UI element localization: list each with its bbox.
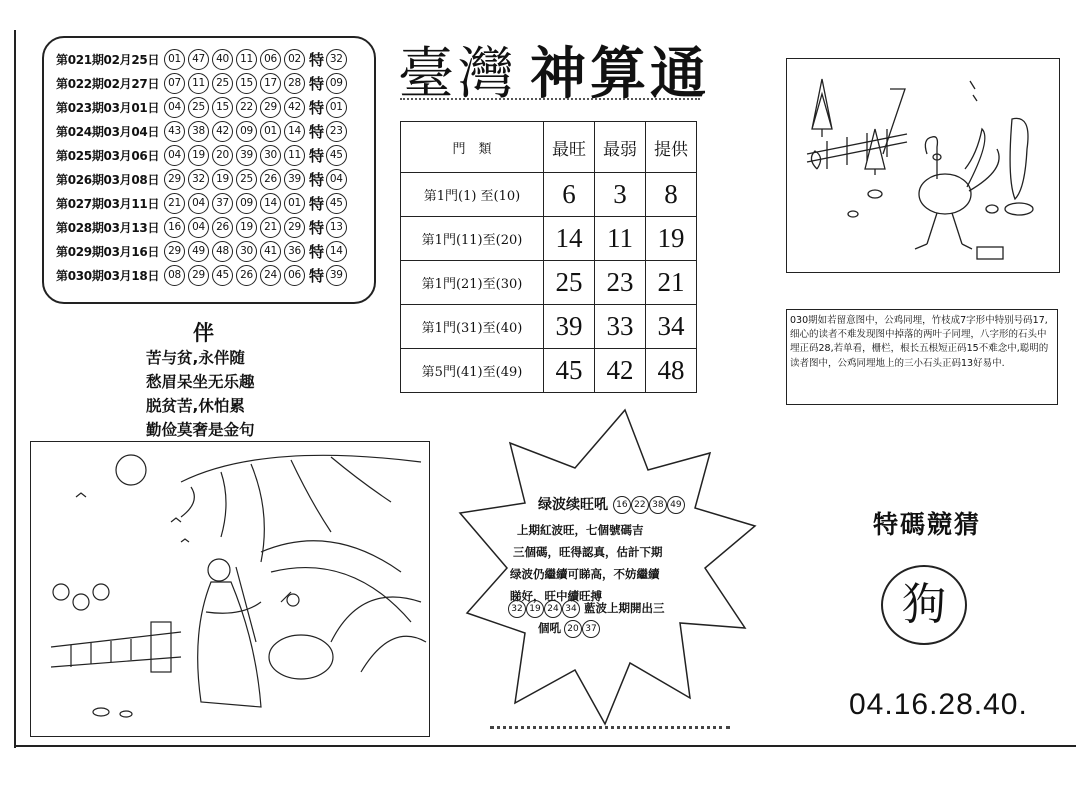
star-ball: 20 — [564, 620, 582, 638]
number-ball: 11 — [236, 49, 257, 70]
star-end-row — [538, 620, 600, 638]
poem-line: 苦与贫,永伴随 — [146, 349, 245, 367]
number-ball: 29 — [164, 169, 185, 190]
star-ball: 38 — [649, 496, 667, 514]
number-ball: 16 — [164, 217, 185, 238]
history-label: 第024期03月04日 — [56, 125, 160, 139]
table-value: 21 — [646, 261, 697, 305]
table-value: 11 — [595, 217, 646, 261]
history-label: 第027期03月11日 — [56, 197, 160, 211]
number-ball: 26 — [236, 265, 257, 286]
table-row — [401, 349, 697, 393]
title-part2: 神算通 — [530, 41, 710, 107]
number-ball: 26 — [260, 169, 281, 190]
number-ball: 11 — [188, 73, 209, 94]
number-ball: 11 — [284, 145, 305, 166]
number-ball: 29 — [284, 217, 305, 238]
lady-illustration — [30, 441, 430, 737]
table-value: 45 — [544, 349, 595, 393]
star-ball: 16 — [613, 496, 631, 514]
number-ball: 37 — [212, 193, 233, 214]
lady-drawing — [31, 442, 429, 736]
history-label: 第025期03月06日 — [56, 149, 160, 163]
number-ball: 14 — [284, 121, 305, 142]
history-label: 第022期02月27日 — [56, 77, 160, 91]
table-header: 提供 — [646, 122, 697, 173]
history-label: 第030期03月18日 — [56, 269, 160, 283]
number-ball: 25 — [188, 97, 209, 118]
category-table — [400, 121, 697, 393]
table-row — [401, 305, 697, 349]
history-row — [56, 216, 350, 239]
number-ball: 04 — [188, 193, 209, 214]
table-value: 3 — [595, 173, 646, 217]
poem-title: 伴 — [193, 320, 214, 345]
special-mark: 特 — [309, 51, 324, 69]
table-value: 14 — [544, 217, 595, 261]
number-ball: 29 — [260, 97, 281, 118]
star-title-row — [538, 494, 685, 514]
star-end-prefix: 個吼 — [538, 621, 561, 635]
number-ball: 25 — [212, 73, 233, 94]
star-blue-text: 藍波上期開出三 — [584, 601, 665, 615]
special-ball: 23 — [326, 121, 347, 142]
special-mark: 特 — [309, 123, 324, 141]
special-mark: 特 — [309, 243, 324, 261]
table-category: 第1門(31)至(40) — [401, 305, 544, 349]
special-ball: 01 — [326, 97, 347, 118]
number-ball: 40 — [212, 49, 233, 70]
star-ball: 22 — [631, 496, 649, 514]
number-ball: 41 — [260, 241, 281, 262]
number-ball: 20 — [212, 145, 233, 166]
special-mark: 特 — [309, 171, 324, 189]
number-ball: 21 — [164, 193, 185, 214]
table-value: 25 — [544, 261, 595, 305]
number-ball: 19 — [212, 169, 233, 190]
star-line: 三個碼，旺得認真，估計下期 — [513, 545, 663, 559]
table-value: 48 — [646, 349, 697, 393]
number-ball: 39 — [236, 145, 257, 166]
star-ball: 19 — [526, 600, 544, 618]
table-category: 第1門(21)至(30) — [401, 261, 544, 305]
number-ball: 04 — [188, 217, 209, 238]
frame-left-line — [14, 30, 16, 748]
number-ball: 39 — [284, 169, 305, 190]
number-ball: 09 — [236, 193, 257, 214]
star-line: 上期紅波旺，七個號碼吉 — [517, 523, 644, 537]
star-ball: 49 — [667, 496, 685, 514]
special-ball: 09 — [326, 73, 347, 94]
history-row — [56, 144, 350, 167]
special-mark: 特 — [309, 195, 324, 213]
title-underline — [400, 98, 700, 106]
history-row — [56, 48, 350, 71]
history-row — [56, 168, 350, 191]
table-value: 34 — [646, 305, 697, 349]
history-row — [56, 72, 350, 95]
table-header: 最旺 — [544, 122, 595, 173]
number-ball: 21 — [260, 217, 281, 238]
table-header: 門 類 — [401, 122, 544, 173]
history-label: 第029期03月16日 — [56, 245, 160, 259]
special-ball: 39 — [326, 265, 347, 286]
number-ball: 01 — [284, 193, 305, 214]
rooster-illustration — [786, 58, 1060, 273]
number-ball: 09 — [236, 121, 257, 142]
number-ball: 04 — [164, 97, 185, 118]
number-ball: 02 — [284, 49, 305, 70]
star-blue-row — [508, 600, 665, 618]
history-label: 第023期03月01日 — [56, 101, 160, 115]
special-ball: 13 — [326, 217, 347, 238]
number-ball: 47 — [188, 49, 209, 70]
number-ball: 48 — [212, 241, 233, 262]
history-label: 第028期03月13日 — [56, 221, 160, 235]
number-ball: 06 — [284, 265, 305, 286]
history-row — [56, 96, 350, 119]
number-ball: 32 — [188, 169, 209, 190]
special-ball: 45 — [326, 145, 347, 166]
special-ball: 14 — [326, 241, 347, 262]
number-ball: 42 — [212, 121, 233, 142]
table-value: 39 — [544, 305, 595, 349]
number-ball: 04 — [164, 145, 185, 166]
special-mark: 特 — [309, 219, 324, 237]
table-value: 33 — [595, 305, 646, 349]
guess-label: 特碼競猜 — [873, 510, 982, 539]
star-ball: 24 — [544, 600, 562, 618]
number-ball: 36 — [284, 241, 305, 262]
special-mark: 特 — [309, 147, 324, 165]
number-ball: 19 — [188, 145, 209, 166]
poem-line: 脱贫苦,休怕累 — [146, 397, 245, 415]
history-row — [56, 240, 350, 263]
table-row — [401, 173, 697, 217]
history-panel — [42, 36, 376, 304]
number-ball: 15 — [236, 73, 257, 94]
number-ball: 08 — [164, 265, 185, 286]
guess-animal: 狗 — [881, 565, 967, 645]
table-category: 第5門(41)至(49) — [401, 349, 544, 393]
table-category: 第1門(11)至(20) — [401, 217, 544, 261]
number-ball: 14 — [260, 193, 281, 214]
number-ball: 38 — [188, 121, 209, 142]
table-value: 6 — [544, 173, 595, 217]
poem-line: 勤俭莫奢是金句 — [146, 421, 255, 439]
number-ball: 06 — [260, 49, 281, 70]
history-label: 第021期02月25日 — [56, 53, 160, 67]
star-line: 绿波仍繼續可睇高，不妨繼續 — [510, 567, 660, 581]
history-row — [56, 264, 350, 287]
number-ball: 07 — [164, 73, 185, 94]
history-row — [56, 120, 350, 143]
number-ball: 01 — [260, 121, 281, 142]
number-ball: 29 — [164, 241, 185, 262]
number-ball: 01 — [164, 49, 185, 70]
number-ball: 30 — [236, 241, 257, 262]
table-value: 19 — [646, 217, 697, 261]
star-ball: 32 — [508, 600, 526, 618]
table-row — [401, 261, 697, 305]
special-mark: 特 — [309, 99, 324, 117]
number-ball: 17 — [260, 73, 281, 94]
star-ball: 37 — [582, 620, 600, 638]
table-header: 最弱 — [595, 122, 646, 173]
guess-numbers: 04.16.28.40. — [849, 688, 1028, 721]
special-ball: 32 — [326, 49, 347, 70]
number-ball: 43 — [164, 121, 185, 142]
number-ball: 24 — [260, 265, 281, 286]
special-ball: 04 — [326, 169, 347, 190]
number-ball: 49 — [188, 241, 209, 262]
explanation-note: 030期如若留意图中，公鸡同埋，竹枝成7字形中特别号码17,细心的读者不难发现图中掉落的两叶子同埋，八字形的石头中埋正码28,若单看，栅栏，根长五根短正码15不难念中,聪明的读者图中，公鸡同埋地上的三小石头正码13好易中. — [786, 309, 1058, 405]
frame-bottom-line — [14, 745, 1076, 747]
table-row — [401, 217, 697, 261]
rooster-drawing — [787, 59, 1059, 272]
number-ball: 15 — [212, 97, 233, 118]
title-part1: 臺灣 — [398, 42, 518, 107]
history-label: 第026期03月08日 — [56, 173, 160, 187]
star-line: 睇好，旺中續旺搏 — [510, 589, 602, 603]
number-ball: 28 — [284, 73, 305, 94]
number-ball: 22 — [236, 97, 257, 118]
special-ball: 45 — [326, 193, 347, 214]
star-ball: 34 — [562, 600, 580, 618]
table-value: 23 — [595, 261, 646, 305]
number-ball: 29 — [188, 265, 209, 286]
number-ball: 45 — [212, 265, 233, 286]
footer-dotted-line — [490, 726, 730, 733]
table-category: 第1門(1) 至(10) — [401, 173, 544, 217]
table-value: 42 — [595, 349, 646, 393]
number-ball: 30 — [260, 145, 281, 166]
special-mark: 特 — [309, 75, 324, 93]
special-mark: 特 — [309, 267, 324, 285]
history-row — [56, 192, 350, 215]
number-ball: 25 — [236, 169, 257, 190]
number-ball: 19 — [236, 217, 257, 238]
number-ball: 26 — [212, 217, 233, 238]
table-value: 8 — [646, 173, 697, 217]
number-ball: 42 — [284, 97, 305, 118]
star-title: 绿波续旺吼 — [538, 497, 608, 513]
poem-line: 愁眉呆坐无乐趣 — [146, 373, 255, 391]
